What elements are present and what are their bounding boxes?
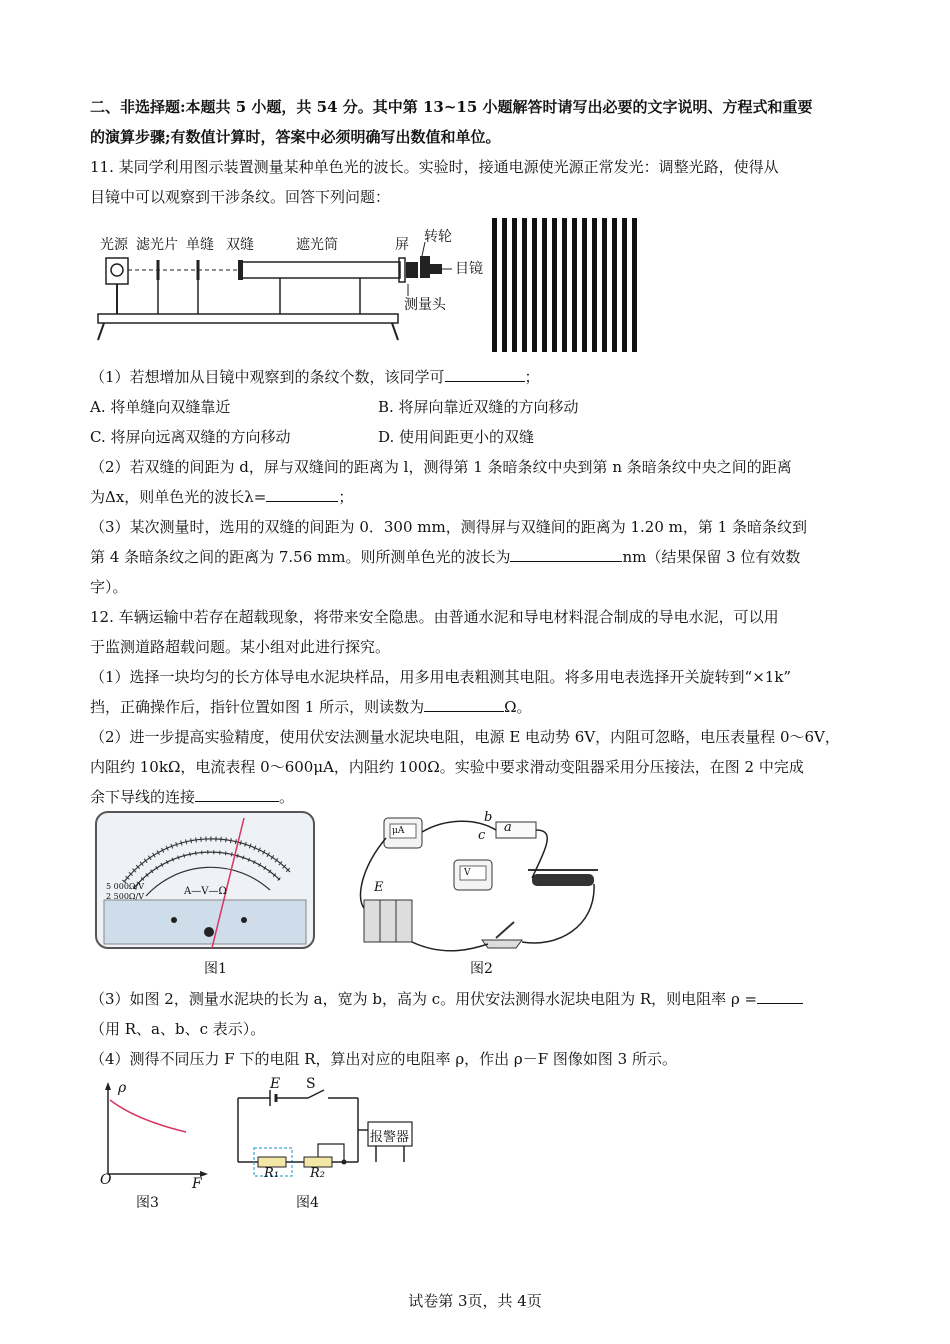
circuit-label-e: E [270, 1076, 281, 1092]
fig3-caption: 图3 [136, 1195, 159, 1211]
meter-spec-1: 5 000Ω/V [106, 882, 145, 891]
q11-option-d: D. 使用间距更小的双缝 [378, 428, 535, 446]
interference-fringes-image [492, 218, 642, 352]
label-double-slit: 双缝 [226, 237, 254, 253]
circuit-label-r1: R₁ [264, 1166, 279, 1181]
q11-stem-line2: 目镜中可以观察到干涉条纹。回答下列问题： [90, 188, 391, 206]
q11-option-a: A. 将单缝向双缝靠近 [90, 398, 231, 416]
q12-part3-line1: （3）如图 2，测量水泥块的长为 a，宽为 b，高为 c。用伏安法测得水泥块电阻为 R，则电阻率 ρ = [90, 988, 803, 1010]
q12-part2-line1: （2）进一步提高实验精度，使用伏安法测量水泥块电阻，电源 E 电动势 6V，内阻可忽略，电压表量程 0～6V， [90, 728, 840, 746]
q11-stem-line1: 11. 某同学利用图示装置测量某种单色光的波长。实验时，接通电源使光源正常发光：调整光路，使得从 [90, 158, 779, 176]
page-footer: 试卷第 3页，共 4页 [408, 1292, 542, 1310]
block-label-c: c [478, 828, 486, 843]
multimeter-dial-figure [94, 810, 316, 950]
circuit-label-r2: R₂ [310, 1166, 325, 1181]
q11-part1: （1）若想增加从目镜中观察到的条纹个数，该同学可 ； [90, 368, 540, 386]
q11-part2-line1: （2）若双缝的间距为 d，屏与双缝间的距离为 l，测得第 1 条暗条纹中央到第 n 条暗条纹中央之间的距离 [90, 458, 792, 476]
meter-unit-text: A—V—Ω [184, 886, 227, 897]
voltmeter-label: V [464, 868, 471, 878]
q12-part1-line2: 挡，正确操作后，指针位置如图 1 所示，则读数为 Ω。 [90, 698, 532, 716]
rho-f-graph [96, 1080, 212, 1190]
label-single-slit: 单缝 [186, 237, 214, 253]
ammeter-label: μA [392, 826, 405, 836]
q11-part3-line3: 字）。 [90, 578, 128, 596]
fig2-caption: 图2 [470, 961, 493, 977]
label-measuring-head: 测量头 [404, 297, 446, 313]
q12-part3-line2: （用 R、a、b、c 表示）。 [90, 1020, 266, 1038]
battery-label: E [374, 880, 384, 895]
graph-origin-label: O [100, 1172, 112, 1188]
q12-part1-line1: （1）选择一块均匀的长方体导电水泥块样品，用多用电表粗测其电阻。将多用电表选择开关旋转到“×1k” [90, 668, 792, 686]
label-wheel: 转轮 [424, 229, 452, 245]
label-eyepiece: 目镜 [455, 261, 483, 277]
alarm-label: 报警器 [370, 1130, 410, 1145]
meter-spec-2: 2 500Ω/V [106, 892, 145, 901]
q11-part3-line2: 第 4 条暗条纹之间的距离为 7.56 mm。则所测单色光的波长为 nm（结果保留 3 位有效数 [90, 548, 801, 566]
q11-part2-line2: 为Δx，则单色光的波长λ= ； [90, 488, 354, 506]
q11-part3-line1: （3）某次测量时，选用的双缝的间距为 0．300 mm，测得屏与双缝间的距离为 1.20 m，第 1 条暗条纹到 [90, 518, 807, 536]
label-screen: 屏 [395, 237, 409, 253]
label-tube: 遮光筒 [296, 237, 338, 253]
circuit-label-s: S [306, 1076, 316, 1092]
q12-stem-line1: 12. 车辆运输中若存在超载现象，将带来安全隐患。由普通水泥和导电材料混合制成的导电水泥，可以用 [90, 608, 779, 626]
section-heading-line2: 的演算步骤;有数值计算时，答案中必须明确写出数值和单位。 [90, 128, 501, 146]
block-label-b: b [484, 810, 493, 825]
q12-part4-line1: （4）测得不同压力 F 下的电阻 R，算出对应的电阻率 ρ，作出 ρ－F 图像如图 3 所示。 [90, 1050, 677, 1068]
q11-option-b: B. 将屏向靠近双缝的方向移动 [378, 398, 579, 416]
block-label-a: a [504, 820, 512, 835]
q12-stem-line2: 于监测道路超载问题。某小组对此进行探究。 [90, 638, 391, 656]
label-light-source: 光源 [100, 237, 128, 253]
rho-f-curve [110, 1100, 186, 1132]
q12-part2-line2: 内阻约 10kΩ，电流表程 0～600μA，内阻约 100Ω。实验中要求滑动变阻器采用分压接法，在图 2 中完成 [90, 758, 804, 776]
q11-option-c: C. 将屏向远离双缝的方向移动 [90, 428, 291, 446]
q12-part2-line3: 余下导线的连接 。 [90, 788, 295, 806]
fig4-caption: 图4 [296, 1195, 319, 1211]
section-heading-line1: 二、非选择题:本题共 5 小题，共 54 分。其中第 13~15 小题解答时请写出必要的文字说明、方程式和重要 [90, 98, 813, 116]
label-filter: 滤光片 [136, 237, 178, 253]
graph-y-label: ρ [118, 1080, 127, 1096]
graph-x-label: F [192, 1176, 202, 1192]
fig1-caption: 图1 [204, 961, 227, 977]
